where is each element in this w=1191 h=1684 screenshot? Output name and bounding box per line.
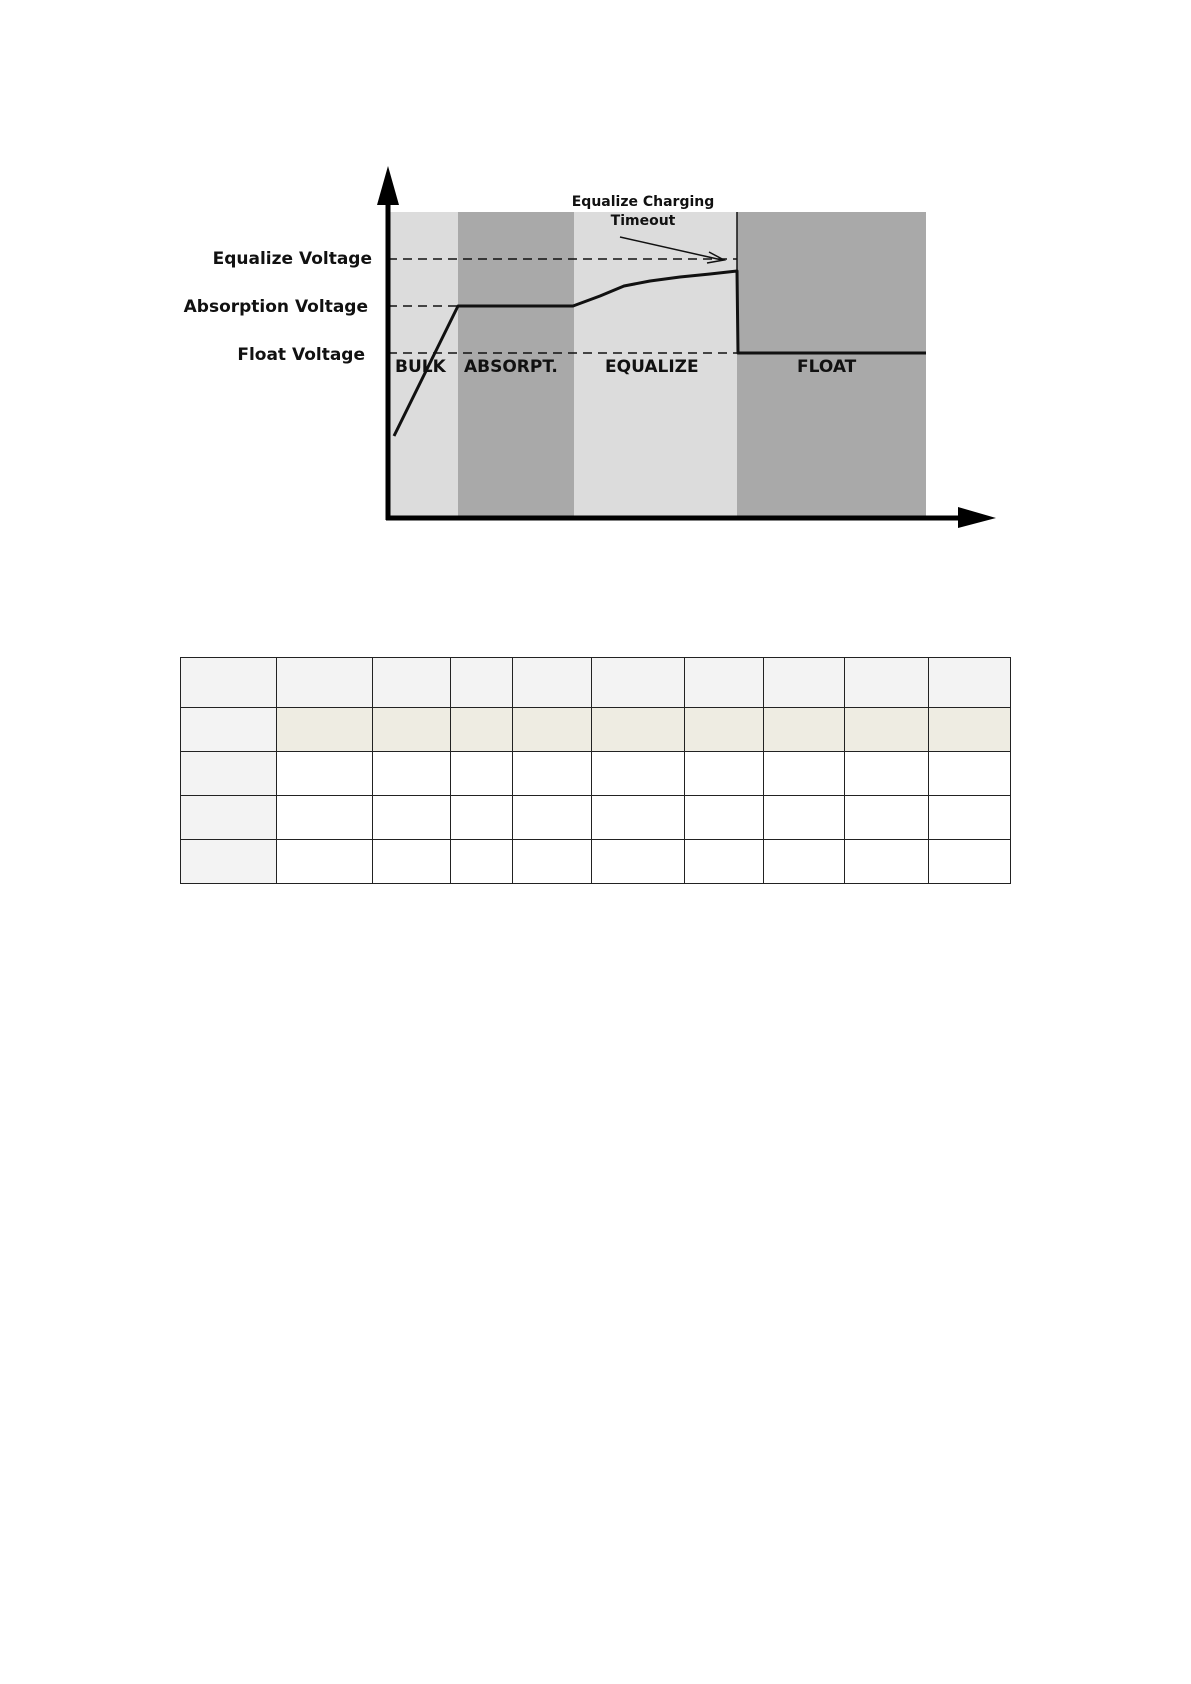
table-cell xyxy=(373,796,451,840)
table-cell xyxy=(451,752,513,796)
table-cell xyxy=(592,658,685,708)
table-cell xyxy=(685,796,764,840)
table-cell xyxy=(685,658,764,708)
timeout-annotation-line2: Timeout xyxy=(610,213,676,229)
table-cell xyxy=(277,840,373,884)
table-cell xyxy=(513,658,592,708)
table-cell xyxy=(451,658,513,708)
table-cell xyxy=(845,840,929,884)
equalize-voltage-label: Equalize Voltage xyxy=(212,249,372,269)
table-cell xyxy=(181,658,277,708)
y-axis-arrow xyxy=(377,166,399,205)
table-cell xyxy=(181,708,277,752)
table-cell xyxy=(373,752,451,796)
table-cell xyxy=(277,708,373,752)
table-cell xyxy=(929,708,1011,752)
table-cell xyxy=(764,840,845,884)
table-cell xyxy=(181,752,277,796)
x-axis-arrow xyxy=(958,507,996,528)
phase-label-absorpt: ABSORPT. xyxy=(464,357,558,377)
phase-label-bulk: BULK xyxy=(395,357,446,377)
table-row xyxy=(181,752,1011,796)
table-cell xyxy=(373,708,451,752)
table-cell xyxy=(685,752,764,796)
table-cell xyxy=(451,708,513,752)
table-cell xyxy=(929,796,1011,840)
table-cell xyxy=(929,752,1011,796)
table-cell xyxy=(513,796,592,840)
table-cell xyxy=(451,796,513,840)
table-cell xyxy=(845,658,929,708)
table-cell xyxy=(685,708,764,752)
table-cell xyxy=(685,840,764,884)
table-cell xyxy=(181,840,277,884)
table-row xyxy=(181,708,1011,752)
table-cell xyxy=(592,840,685,884)
table-cell xyxy=(845,752,929,796)
table-cell xyxy=(513,708,592,752)
table-cell xyxy=(764,796,845,840)
float-voltage-label: Float Voltage xyxy=(237,345,365,365)
table-header-row xyxy=(181,658,1011,708)
table-cell xyxy=(277,752,373,796)
table-cell xyxy=(764,752,845,796)
table-cell xyxy=(277,658,373,708)
phase-label-float: FLOAT xyxy=(797,357,857,377)
table-cell xyxy=(373,658,451,708)
table-cell xyxy=(929,658,1011,708)
table-cell xyxy=(513,752,592,796)
table-cell xyxy=(592,796,685,840)
table-row xyxy=(181,840,1011,884)
table-cell xyxy=(592,752,685,796)
table-cell xyxy=(513,840,592,884)
table-cell xyxy=(764,708,845,752)
table-cell xyxy=(845,708,929,752)
table-row xyxy=(181,796,1011,840)
table-cell xyxy=(373,840,451,884)
table-cell xyxy=(277,796,373,840)
phase-label-equalize: EQUALIZE xyxy=(605,357,699,377)
table-cell xyxy=(181,796,277,840)
table-cell xyxy=(929,840,1011,884)
table-cell xyxy=(592,708,685,752)
absorption-voltage-label: Absorption Voltage xyxy=(183,297,368,317)
table-cell xyxy=(451,840,513,884)
charging-stages-diagram xyxy=(0,0,1191,560)
settings-table xyxy=(180,657,1011,884)
table-cell xyxy=(764,658,845,708)
table-cell xyxy=(845,796,929,840)
timeout-annotation-line1: Equalize Charging xyxy=(571,194,715,210)
